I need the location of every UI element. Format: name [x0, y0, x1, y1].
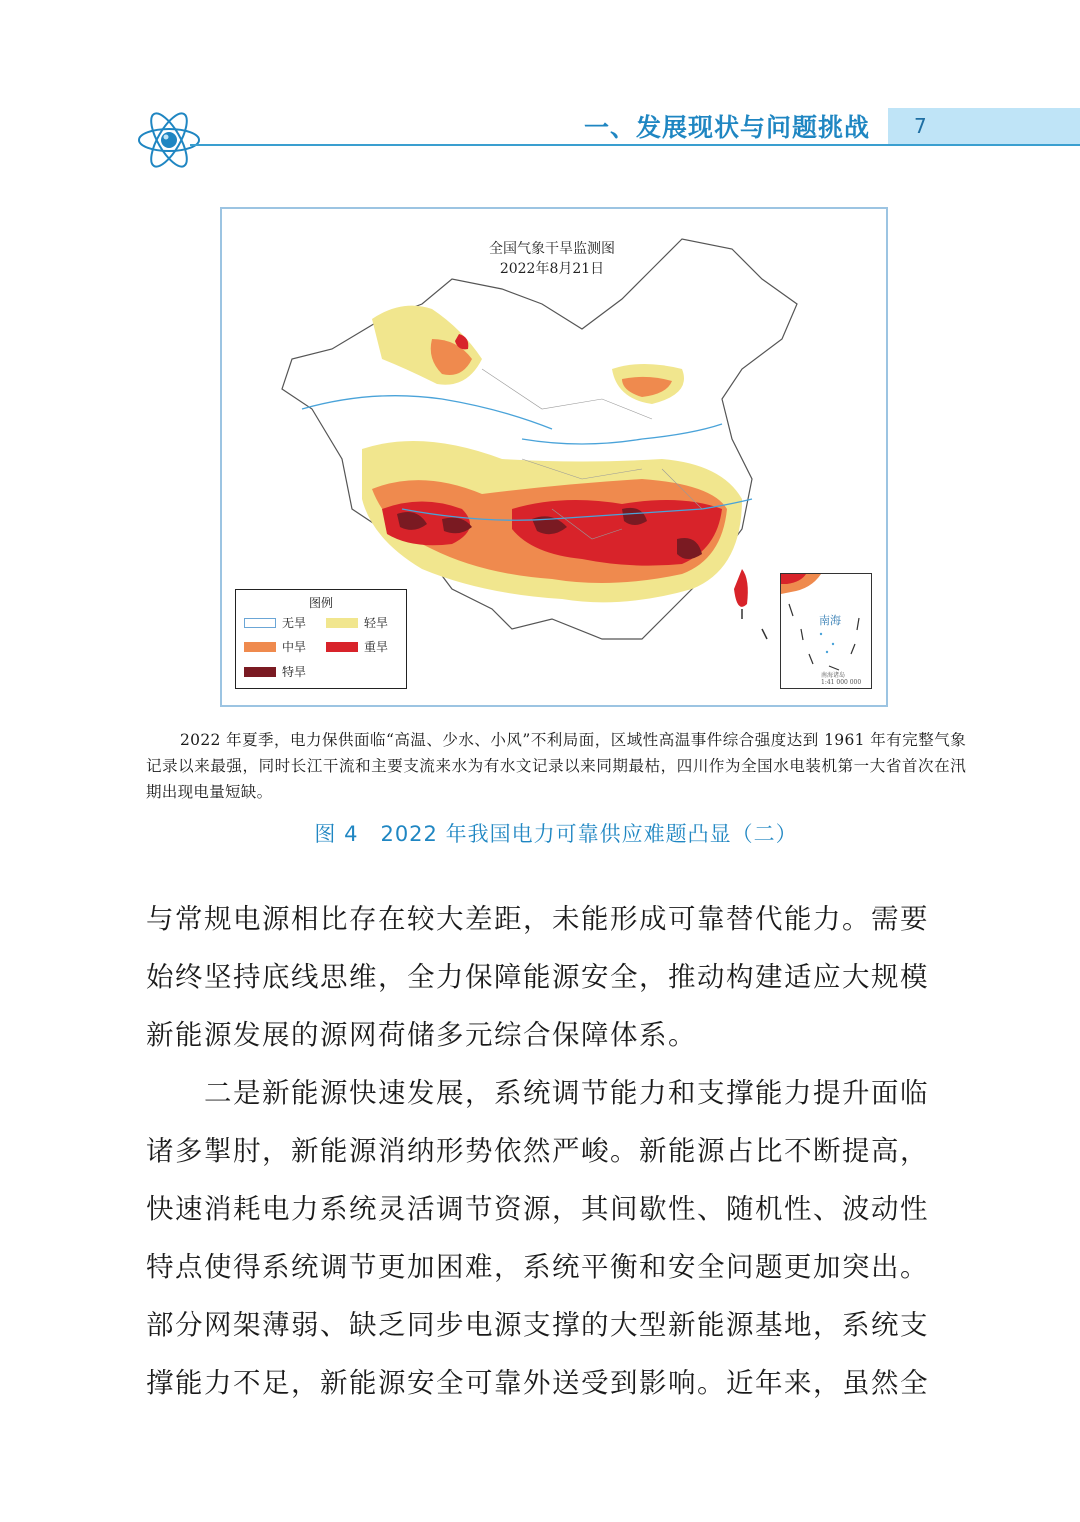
legend-title: 图例 [308, 596, 333, 610]
inset-map-image [781, 574, 870, 687]
legend-label: 中旱 [282, 640, 307, 654]
body-line: 二是新能源快速发展，系统调节能力和支撑能力提升面临 [204, 1077, 929, 1109]
map-title-line2: 2022年8月21日 [499, 261, 605, 277]
body-line: 新能源发展的源网荷储多元综合保障体系。 [146, 1019, 697, 1051]
legend-item-extreme [244, 663, 306, 680]
legend-label: 无旱 [282, 616, 307, 630]
legend-item-medium [244, 638, 306, 655]
map-title [452, 239, 652, 279]
figure-caption: 图 4 2022 年我国电力可靠供应难题凸显（二） [314, 822, 798, 846]
drought-map-figure [220, 207, 888, 707]
legend-label: 特旱 [282, 665, 307, 679]
south-china-sea-inset [780, 573, 872, 689]
legend-item-light [326, 614, 388, 631]
legend-item-none [244, 614, 306, 631]
legend-swatch [326, 642, 358, 652]
inset-scale-line2: 1:41 000 000 [821, 679, 862, 686]
legend-label: 重旱 [364, 640, 389, 654]
body-text [146, 890, 966, 1412]
legend-swatch [244, 667, 276, 677]
page-number: 7 [888, 108, 1080, 144]
inset-scale-line1: 南海诸岛 [821, 672, 846, 679]
body-line: 与常规电源相比存在较大差距，未能形成可靠替代能力。需要 [146, 903, 929, 935]
body-line: 始终坚持底线思维，全力保障能源安全，推动构建适应大规模 [146, 961, 929, 993]
body-line: 诸多掣肘，新能源消纳形势依然严峻。新能源占比不断提高， [146, 1135, 929, 1167]
map-legend [235, 589, 407, 689]
body-line: 特点使得系统调节更加困难，系统平衡和安全问题更加突出。 [146, 1251, 929, 1283]
body-line: 撑能力不足，新能源安全可靠外送受到影响。近年来，虽然全 [146, 1367, 929, 1399]
inset-scale [821, 672, 861, 686]
figure-note: 2022 年夏季，电力保供面临“高温、少水、小风”不利局面，区域性高温事件综合强度达到 1961 年有完整气象记录以来最强，同时长江干流和主要支流来水为有水文记录以来同期最枯，四川作为全国水电装机第一大省首次在汛期出现电量短缺。 [146, 731, 966, 801]
body-line: 快速消耗电力系统灵活调节资源，其间歇性、随机性、波动性 [146, 1193, 929, 1225]
map-title-line1: 全国气象干旱监测图 [489, 241, 615, 257]
legend-label: 轻旱 [364, 616, 389, 630]
header-rule [190, 144, 1080, 146]
atom-logo-icon [134, 104, 204, 174]
body-line: 部分网架薄弱、缺乏同步电源支撑的大型新能源基地，系统支 [146, 1309, 929, 1341]
legend-swatch [326, 618, 358, 628]
legend-item-severe [326, 638, 388, 655]
legend-swatch [244, 642, 276, 652]
inset-label: 南海 [819, 614, 841, 627]
chapter-title: 一、发展现状与问题挑战 [583, 113, 870, 142]
legend-swatch [244, 618, 276, 628]
